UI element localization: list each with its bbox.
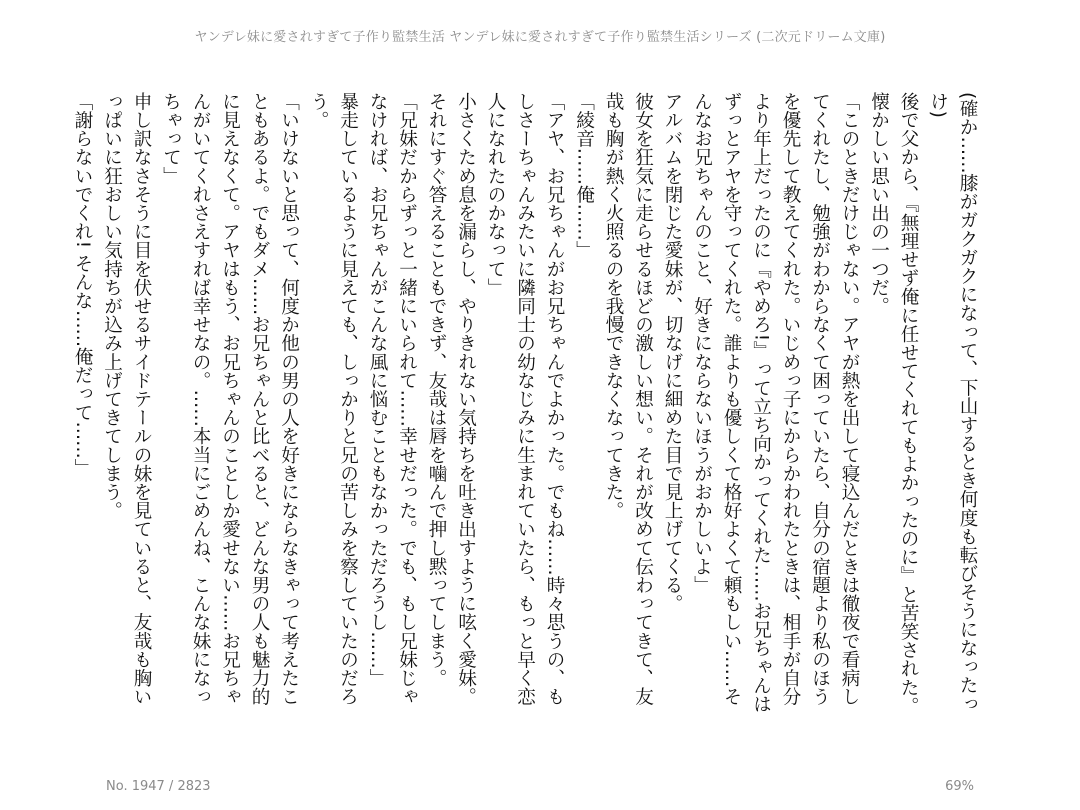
text-line-2: 後で父から、『無理せず俺に任せてくれてもよかったのに』と苦笑された。 <box>898 92 919 716</box>
text-line-7: 「綾音……俺……」 <box>573 92 595 260</box>
text-line-10: それにすぐ答えることもできず、友哉は唇を噛んで押し黙ってしまう。 <box>426 92 447 688</box>
reading-area[interactable] <box>72 92 982 722</box>
text-line-5: アルバムを閉じた愛妹が、切なげに細めた目で見上げてくる。 <box>662 92 683 613</box>
text-line-13: 「いけないと思って、何度か他の男の人を好きにならなきゃって考えたこともあるよ。でもダメ……お兄ちゃんと比べると、どんな男の人も魅力的に見えなくて。アヤはもう、お兄ちゃんのことしか愛せない……お兄ちゃんがいてくれさえすれば幸せなの。……本当にごめんね、こんな妹になっちゃって」 <box>160 92 300 706</box>
book-title-header: ヤンデレ妹に愛されすぎて子作り監禁生活 ヤンデレ妹に愛されすぎて子作り監禁生活シリーズ (二次元ドリーム文庫) <box>194 30 886 45</box>
text-line-6: 彼女を狂気に走らせるほどの激しい想い。それが改めて伝わってきて、友哉も胸が熱く火照るのを我慢できなくなってきた。 <box>603 92 654 706</box>
text-line-1: (確か……膝がガクガクになって、下山するとき何度も転びそうになったっけ) <box>927 92 978 714</box>
text-line-14: 申し訳なさそうに目を伏せるサイドテールの妹を見ていると、友哉も胸いっぱいに狂おしい気持ちが込み上げてきてしまう。 <box>101 92 152 706</box>
text-line-11: 「兄妹だからずっと一緒にいられて……幸せだった。でも、もし兄妹じゃなければ、お兄ちゃんがこんな風に悩むこともなかっただろうし……」 <box>367 92 418 706</box>
location-indicator: No. 1947 / 2823 <box>106 779 211 794</box>
text-line-8: 「アヤ、お兄ちゃんがお兄ちゃんでよかった。でもね……時々思うの、もしさーちゃんみたいに隣同士の幼なじみに生まれていたら、もっと早く恋人になれたのかなって」 <box>485 92 565 706</box>
progress-percent: 69% <box>945 779 974 794</box>
text-line-3: 懐かしい思い出の一つだ。 <box>868 92 890 316</box>
text-line-12: 暴走しているように見えても、しっかりと兄の苦しみを察していたのだろう。 <box>308 92 359 706</box>
page-text <box>72 92 982 722</box>
text-line-9: 小さくため息を漏らし、やりきれない気持ちを吐き出すように呟く愛妹。 <box>455 92 477 706</box>
text-line-15: 「謝らないでくれ! そんな……俺だって……」 <box>72 92 93 478</box>
text-line-4: 「このときだけじゃない。アヤが熱を出して寝込んだときは徹夜で看病してくれたし、勉強がわからなくて困っていたら、自分の宿題より私のほうを優先して教えてくれた。いじめっ子にからかわれたときは、相手が自分より年上だったのに『やめろ!』って立ち向かってくれた……お兄ちゃんはずっとアヤを守ってくれた。誰よりも優しくて格好よくて頼もしい……そんなお兄ちゃんのこと、好きにならないほうがおかしいよ」 <box>691 92 860 714</box>
